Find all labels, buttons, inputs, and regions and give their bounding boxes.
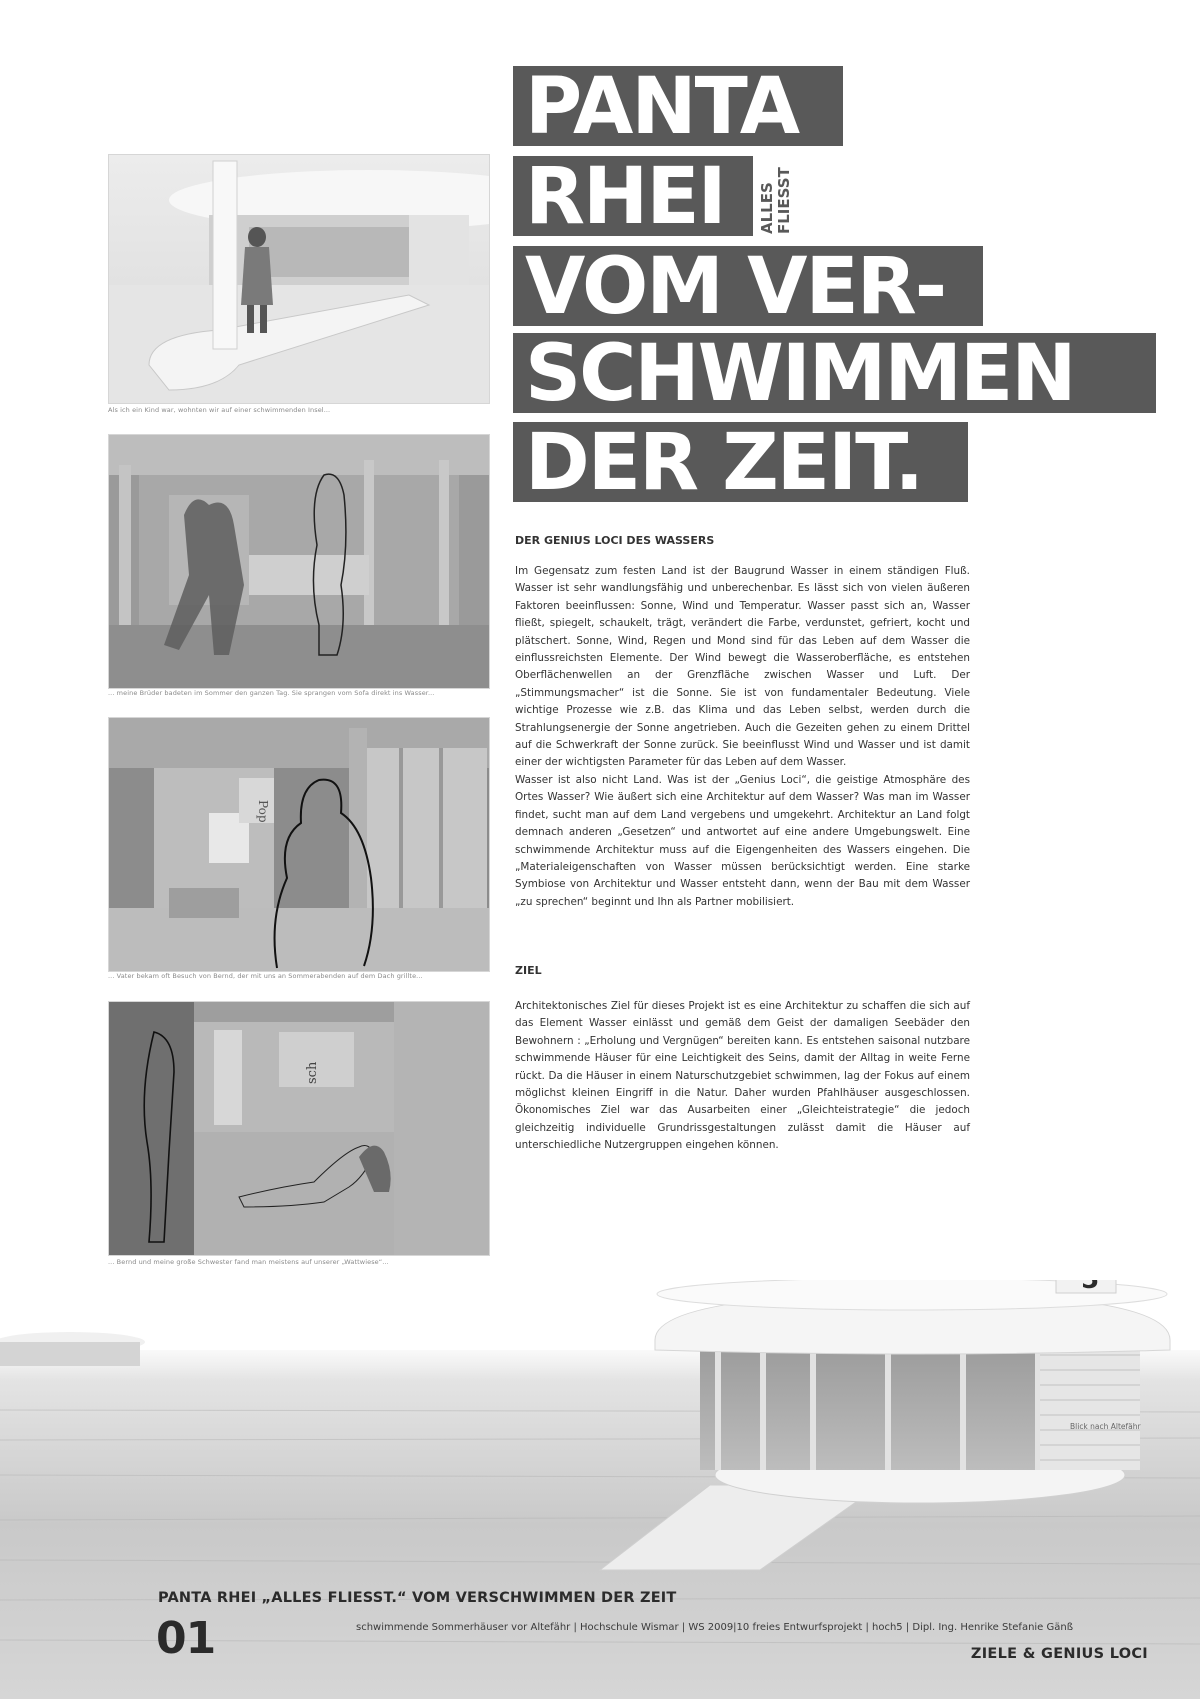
photo-model-interior-bath-image (109, 435, 489, 688)
headline-tag-word: ALLES (758, 182, 776, 234)
photo-model-interior-wattwiese-image (109, 1002, 489, 1255)
footer-project-info: schwimmende Sommerhäuser vor Altefähr | Hochschule Wismar | WS 2009|10 freies Entwurfsprojekt | hoch5 | Dipl. Ing. Henrike Stefanie Gänß (356, 1622, 1074, 1633)
headline-line-vom-ver (513, 242, 983, 332)
photo-model-interior-bath (108, 434, 490, 689)
photo-caption: ... Bernd und meine große Schwester fand man meistens auf unserer „Wattwiese“... (108, 1258, 389, 1266)
page-number: 01 (156, 1613, 216, 1664)
headline-text: PANTA (525, 62, 799, 152)
house-number-sign: 5 (1080, 1280, 1100, 1295)
photo-model-interior-visit (108, 717, 490, 972)
headline-line-rhei (513, 152, 753, 242)
photo-caption: Als ich ein Kind war, wohnten wir auf einer schwimmenden Insel... (108, 406, 331, 414)
section-title-ziel: ZIEL (515, 964, 542, 977)
body-paragraph: Architektonisches Ziel für dieses Projekt ist es eine Architektur zu schaffen die sich auf das Element Wasser einlässt und gemäß dem Geist der damaligen Seebäder den Bewohnern : „Erholung und Vergnügen“ bereiten kann. Es entstehen saisonal nutzbare schwimmende Häuser für eine Leichtigkeit des Seins, damit der Alltag in weite Ferne rückt. Da die Häuser in einem Naturschutzgebiet schwimmen, lag der Fokus auf einem möglichst kleinen Eingriff in die Natur. Daher wurden Pfahlhäuser ausgeschlossen. Ökonomisches Ziel war das Ausarbeiten einer „Gleichteistrategie“ die jedoch gleichzeitig individuelle Grundrissgestaltungen zulässt damit die Häuser auf unterschiedliche Nutzergruppen eingehen können. (515, 1000, 970, 1152)
footer-title: PANTA RHEI „ALLES FLIESST.“ VOM VERSCHWIMMEN DER ZEIT (158, 1590, 677, 1606)
photo-model-island-image (109, 155, 489, 403)
headline-line-panta (513, 62, 843, 152)
headline-text: DER ZEIT. (525, 418, 923, 508)
headline-text: SCHWIMMEN (525, 329, 1075, 419)
headline-line-schwimmen (513, 329, 1156, 419)
headline-text: VOM VER- (525, 242, 946, 332)
headline-tag-text (759, 160, 797, 234)
footer-section-title: ZIELE & GENIUS LOCI (970, 1646, 1148, 1662)
section-body-genius-loci (515, 563, 970, 911)
headline-tag (759, 160, 797, 234)
photo-caption: ... Vater bekam oft Besuch von Bernd, der mit uns an Sommerabenden auf dem Dach grillte... (108, 972, 423, 980)
photo-model-island (108, 154, 490, 404)
photo-caption: ... meine Brüder badeten im Sommer den ganzen Tag. Sie sprangen vom Sofa direkt ins Wasser... (108, 689, 435, 697)
photo-model-interior-visit-image (109, 718, 489, 971)
section-body-ziel (515, 998, 970, 1155)
headline-text: RHEI (525, 152, 725, 242)
body-paragraph: Im Gegensatz zum festen Land ist der Baugrund Wasser in einem ständigen Fluß. Wasser ist sehr wandlungsfähig und unberechenbar. Es lässt sich von vielen äußeren Faktoren beeinflussen: Sonne, Wind und Temperatur. Wasser passt sich an, Wasser fließt, spiegelt, schaukelt, trägt, verändert die Farbe, verdunstet, gefriert, kocht und plätschert. Sonne, Wind, Regen und Mond sind für das Leben auf dem Wasser die einflussreichsten Elemente. Der Wind bewegt die Wasseroberfläche, es entstehen Oberflächenwellen an der Grenzfläche zwischen Wasser und Luft. Der „Stimmungsmacher“ ist die Sonne. Sie ist von fundamentaler Bedeutung. Viele wichtige Prozesse wie z.B. das Klima und das Leben selbst, werden durch die Strahlungsenergie der Sonne angetrieben. Auch die Gezeiten gehen zu einem Drittel auf die Schwerkraft der Sonne zurück. Sie beeinflusst Wind und Wasser und ist damit einer der wichtigsten Parameter für das Leben auf dem Wasser. (515, 565, 970, 769)
headline-tag-word: FLIESST (775, 167, 793, 234)
headline-line-der-zeit (513, 418, 968, 508)
photo-model-interior-wattwiese (108, 1001, 490, 1256)
rendering-caption: Blick nach Altefähr (1070, 1422, 1141, 1431)
section-title-genius-loci: DER GENIUS LOCI DES WASSERS (515, 534, 715, 547)
body-paragraph: Wasser ist also nicht Land. Was ist der „Genius Loci“, die geistige Atmosphäre des Ortes Wasser? Wie äußert sich eine Architektur auf dem Wasser? Was man im Wasser findet, sucht man auf dem Land vergebens und umgekehrt. Architektur an Land folgt demnach anderen „Gesetzen“ und antwortet auf eine andere Umgebungswelt. Eine schwimmende Architektur muss auf die Eigengenheiten des Wassers eingehen. Die „Materialeigenschaften von Wasser müssen berücksichtigt werden. Eine starke Symbiose von Architektur und Wasser entsteht dann, wenn der Bau mit dem Wasser „zu sprechen“ beginnt und Ihn als Partner mobilisiert. (515, 773, 970, 908)
photo-label-sch: sch (305, 1061, 320, 1084)
photo-label-pop: Pop (256, 800, 270, 823)
